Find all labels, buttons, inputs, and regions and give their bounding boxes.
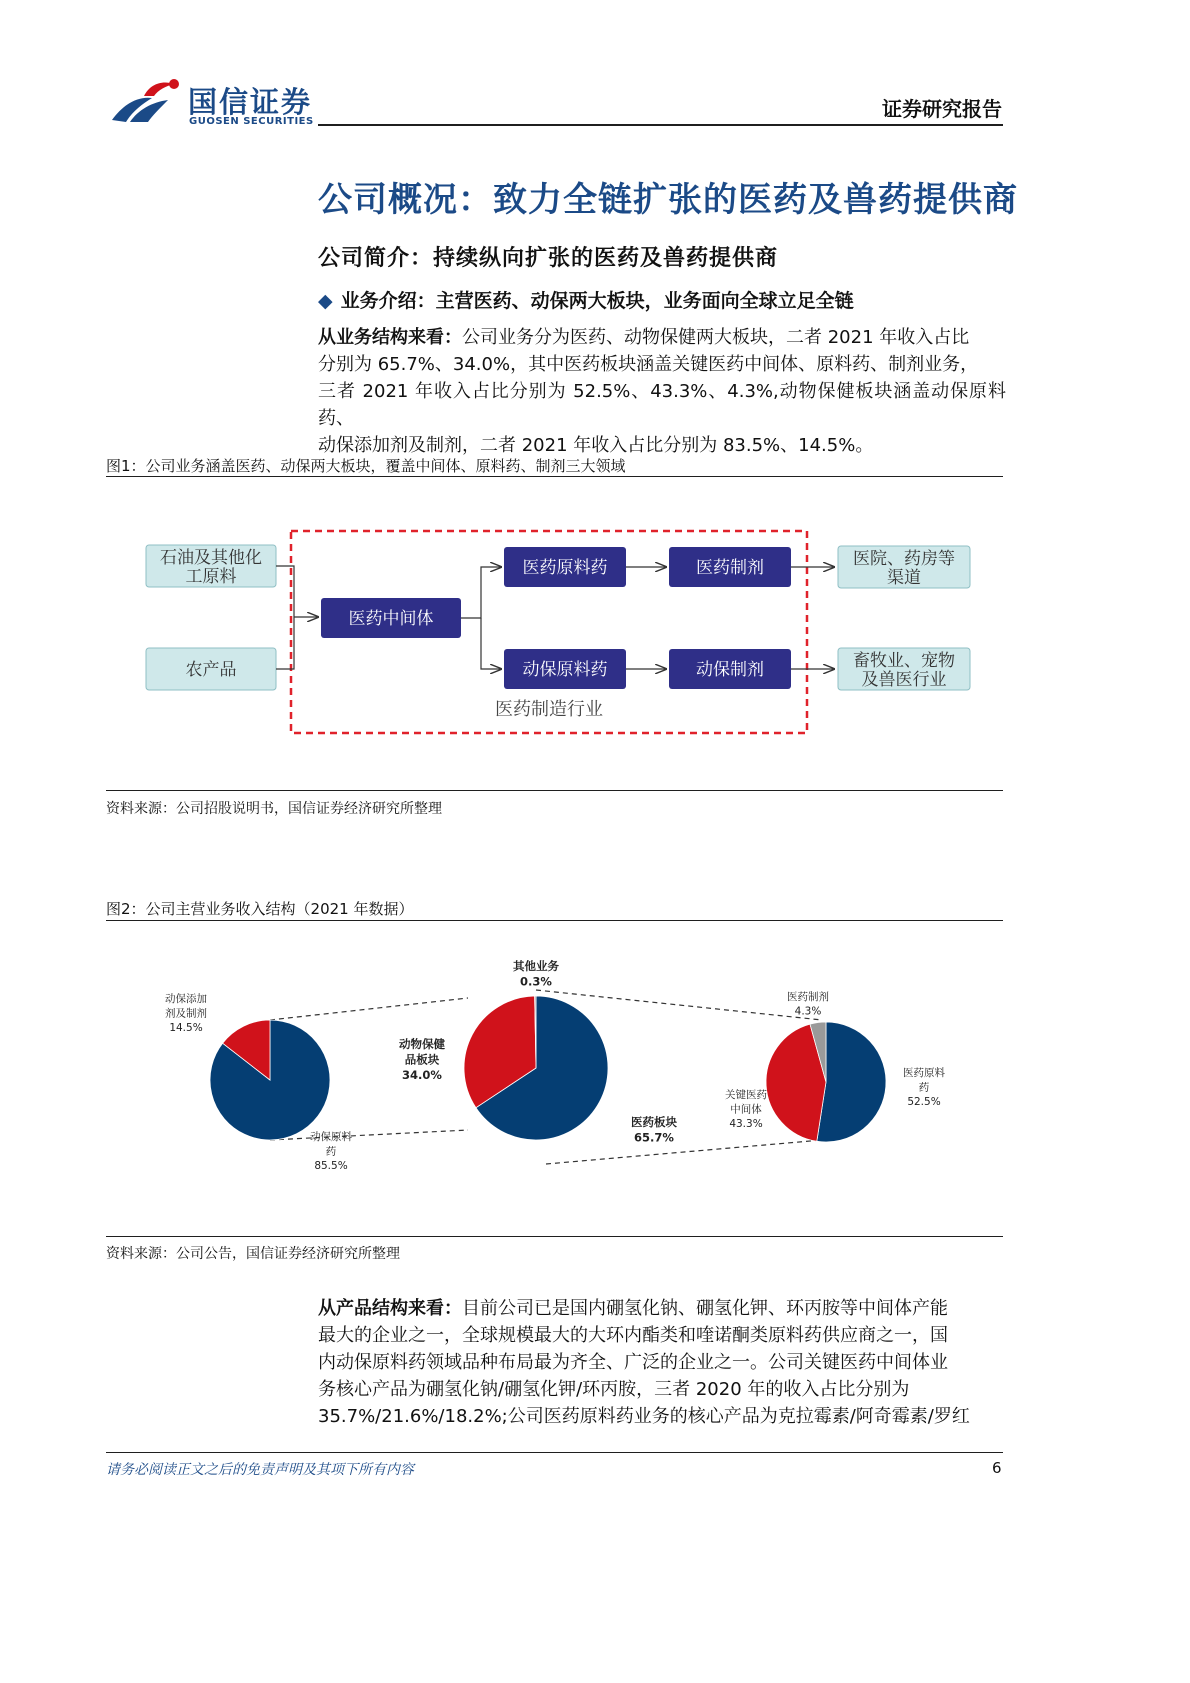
pie-label-其他业务 [513, 959, 559, 989]
figure2-bottom-rule [106, 1236, 1003, 1237]
node-label: 石油及其他化 [160, 548, 262, 568]
figure2-top-rule [106, 920, 1003, 921]
para-line: 三者 2021 年收入占比分别为 52.5%、43.3%、4.3%,动物保健板块涵盖动保原料药、 [318, 381, 1006, 429]
para-line [318, 324, 1006, 351]
para-lead: 从业务结构来看： [318, 327, 462, 348]
vet-formulation-node [669, 649, 791, 689]
pie-label-line: 0.3% [520, 974, 552, 989]
pie-label-line: 4.3% [794, 1005, 822, 1018]
figure2-source: 资料来源：公司公告，国信证券经济研究所整理 [106, 1246, 400, 1262]
pie-label-line: 65.7% [634, 1130, 674, 1145]
pie-label-line: 14.5% [169, 1022, 203, 1034]
para-line: 分别为 65.7%、34.0%，其中医药板块涵盖关键医药中间体、原料药、制剂业务， [318, 354, 979, 375]
livestock-channel-node [838, 648, 970, 690]
pie-label-line: 药 [325, 1145, 337, 1158]
node-label: 及兽医行业 [861, 670, 947, 690]
pie-label-line: 医药原料 [903, 1067, 945, 1079]
footer-rule [106, 1452, 1003, 1453]
node-label: 医院、药房等 [853, 549, 955, 569]
para-line [318, 1295, 1006, 1322]
revenue-structure-pie-charts [106, 940, 1003, 1230]
intermediate-node [321, 598, 461, 638]
figure2-title: 图2：公司主营业务收入结构（2021 年数据） [106, 900, 414, 918]
sub-subsection-title [318, 286, 854, 313]
node-label: 动保制剂 [696, 660, 764, 680]
para-line: 动保添加剂及制剂，二者 2021 年收入占比分别为 83.5%、14.5%。 [318, 435, 874, 456]
report-type: 证券研究报告 [882, 97, 1002, 121]
pie-label-line: 药 [918, 1081, 930, 1094]
node-label: 医药制剂 [696, 558, 764, 578]
para-line-text: 目前公司已是国内硼氢化钠、硼氢化钾、环丙胺等中间体产能 [462, 1298, 948, 1319]
figure1-source: 资料来源：公司招股说明书，国信证券经济研究所整理 [106, 801, 442, 817]
vet-api-node [504, 649, 626, 689]
pie-label-医药原料药 [903, 1066, 945, 1108]
pie-label-line: 中间体 [730, 1103, 762, 1116]
logo-english-name: GUOSEN SECURITIES [189, 116, 314, 127]
diamond-bullet-icon: ◆ [318, 290, 333, 312]
hospital-channel-node [838, 546, 970, 588]
pie-label-line: 品板块 [404, 1052, 440, 1067]
para-line-text: 公司业务分为医药、动物保健两大板块，二者 2021 年收入占比 [462, 327, 970, 348]
pie-label-动保原料药 [310, 1130, 352, 1172]
figure1-top-rule [106, 476, 1003, 477]
header-rule [318, 124, 1003, 126]
pie-connector [546, 1140, 822, 1164]
para-line: 务核心产品为硼氢化钠/硼氢化钾/环丙胺，三者 2020 年的收入占比分别为 [318, 1379, 910, 1400]
pie-label-line: 医药制剂 [787, 991, 829, 1003]
connector [461, 567, 501, 618]
industry-label: 医药制造行业 [495, 699, 603, 720]
pie-label-line: 关键医药 [725, 1089, 767, 1101]
subsection-title: 公司简介：持续纵向扩张的医药及兽药提供商 [318, 246, 779, 271]
pie-label-line: 动保添加 [165, 993, 207, 1005]
para-lead: 从产品结构来看： [318, 1298, 462, 1319]
guosen-logo-icon [108, 76, 184, 128]
pie-label-line: 85.5% [314, 1160, 348, 1172]
pie-label-动保添加剂及制剂 [165, 992, 207, 1034]
pie-label-line: 52.5% [907, 1096, 941, 1108]
node-label: 动保原料药 [522, 660, 608, 680]
raw-material-node-petroleum [146, 545, 276, 587]
pie-label-关键医药中间体 [725, 1088, 767, 1130]
business-structure-paragraph [318, 324, 1006, 459]
pie-label-医药板块 [631, 1115, 677, 1145]
pie-label-line: 动保原料 [310, 1131, 352, 1143]
product-structure-paragraph [318, 1295, 1006, 1430]
node-label: 医药原料药 [522, 558, 608, 578]
sub-subsection-text: 业务介绍：主营医药、动保两大板块，业务面向全球立足全链 [340, 290, 854, 312]
node-label: 畜牧业、宠物 [853, 651, 955, 671]
logo [108, 76, 318, 128]
pie-layer [210, 996, 886, 1142]
pie-slice-医药原料药 [817, 1022, 886, 1142]
formulation-node [669, 547, 791, 587]
para-line: 内动保原料药领域品种布局最为齐全、广泛的企业之一。公司关键医药中间体业 [318, 1352, 948, 1373]
para-line: 35.7%/21.6%/18.2%;公司医药原料药业务的核心产品为克拉霉素/阿奇霉素/罗红 [318, 1406, 970, 1427]
pie-label-line: 医药板块 [631, 1115, 677, 1129]
figure1-title: 图1：公司业务涵盖医药、动保两大板块，覆盖中间体、原料药、制剂三大领域 [106, 457, 626, 475]
raw-material-node-agri [146, 648, 276, 690]
pie-connector [270, 998, 468, 1020]
pie-label-line: 34.0% [402, 1068, 442, 1082]
para-line: 最大的企业之一，全球规模最大的大环内酯类和喹诺酮类原料药供应商之一，国 [318, 1325, 948, 1346]
page-number: 6 [992, 1459, 1002, 1477]
node-label: 工原料 [185, 567, 237, 587]
pie-label-line: 43.3% [729, 1118, 763, 1130]
pie-label-line: 剂及制剂 [165, 1007, 207, 1020]
business-flow-diagram [106, 490, 1003, 780]
api-node [504, 547, 626, 587]
section-title: 公司概况：致力全链扩张的医药及兽药提供商 [318, 180, 1018, 220]
figure1-bottom-rule [106, 790, 1003, 791]
node-label: 医药中间体 [348, 609, 434, 629]
node-label: 渠道 [887, 568, 921, 588]
pie-label-line: 其他业务 [513, 959, 559, 973]
connector [481, 618, 501, 669]
pie-label-动物保健品板块 [399, 1037, 445, 1082]
pie-label-医药制剂 [787, 990, 829, 1018]
disclaimer-note: 请务必阅读正文之后的免责声明及其项下所有内容 [106, 1462, 414, 1478]
node-label: 农产品 [185, 660, 237, 680]
pie-label-line: 动物保健 [399, 1037, 445, 1051]
logo-chinese-name: 国信证券 [188, 85, 313, 119]
